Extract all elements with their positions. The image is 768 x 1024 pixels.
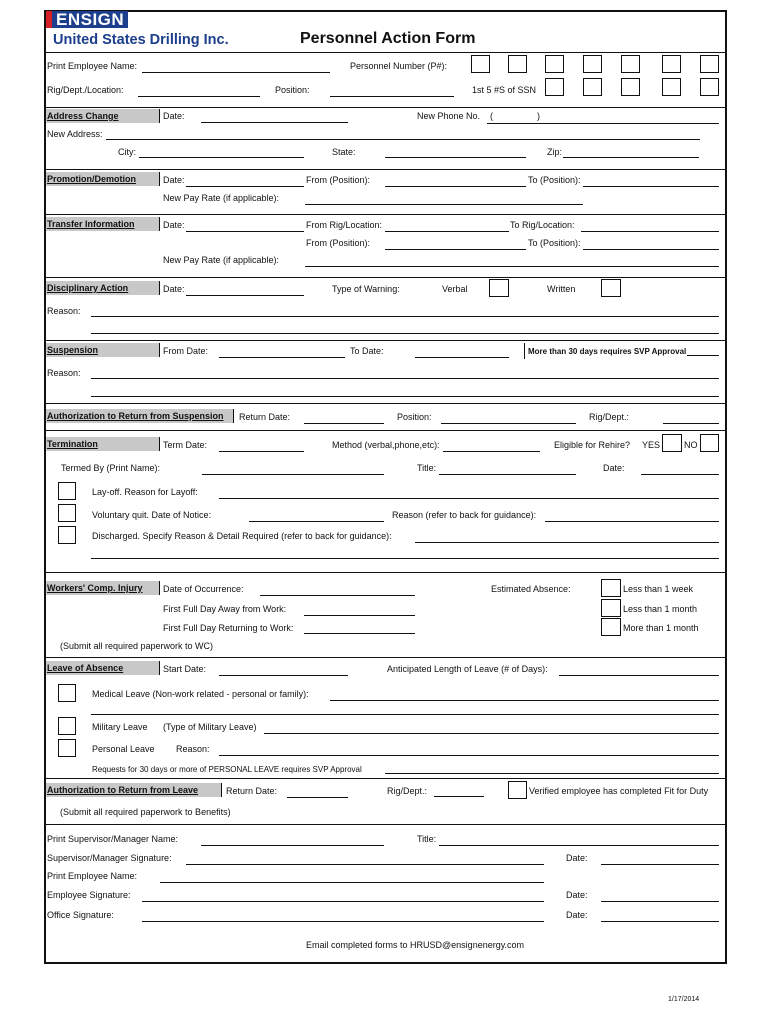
suspension-from-label: From Date: [163,346,209,356]
suspension-reason-label: Reason: [47,368,81,378]
submit-wc-note: (Submit all required paperwork to WC) [60,641,214,651]
state-label: State: [332,147,356,157]
personnel-digit-3[interactable] [545,55,564,73]
first-day-away-field[interactable] [304,615,415,616]
ssn-digit-3[interactable] [621,78,640,96]
rig-dept-location-field[interactable] [138,96,260,97]
leave-rig-field[interactable] [434,796,484,797]
new-phone-field[interactable] [487,123,719,124]
logo-rule [136,11,726,12]
city-label: City: [118,147,136,157]
military-leave-checkbox[interactable] [58,717,76,735]
transfer-to-rig-field[interactable] [581,231,719,232]
divider [45,657,726,658]
submit-benefits-note: (Submit all required paperwork to Benefits) [60,807,231,817]
more-month-checkbox[interactable] [601,618,621,636]
term-method-field[interactable] [443,451,540,452]
return-rig-label: Rig/Dept.: [589,412,630,422]
military-type-field[interactable] [264,733,719,734]
first-day-away-label: First Full Day Away from Work: [163,604,287,614]
disciplinary-reason-field-2[interactable] [91,333,719,334]
section-address-change: Address Change [46,109,160,123]
less-month-checkbox[interactable] [601,599,621,617]
promotion-pay-field[interactable] [305,204,583,205]
personnel-number-label: Personnel Number (P#): [350,61,448,71]
divider [45,340,726,341]
print-employee-sig-field[interactable] [160,882,544,883]
leave-return-date-field[interactable] [287,797,348,798]
term-date-field[interactable] [219,451,304,452]
supervisor-signature-field[interactable] [186,864,544,865]
city-field[interactable] [139,157,304,158]
new-address-label: New Address: [47,129,103,139]
email-instruction: Email completed forms to HRUSD@ensignenergy.com [306,940,525,950]
employee-date-label: Date: [566,890,588,900]
termed-by-field[interactable] [202,474,384,475]
page-title: Personnel Action Form [300,30,476,47]
less-week-label: Less than 1 week [623,584,694,594]
phone-open-paren: ( [490,111,493,121]
promotion-pay-label: New Pay Rate (if applicable): [163,193,280,203]
less-week-checkbox[interactable] [601,579,621,597]
divider [45,572,726,573]
suspension-to-label: To Date: [350,346,384,356]
section-promotion: Promotion/Demotion [46,172,160,186]
leave-start-label: Start Date: [163,664,207,674]
divider [45,778,726,779]
personal-leave-note: Requests for 30 days or more of PERSONAL LEAVE requires SVP Approval [92,765,362,774]
logo-ensign: ENSIGN [46,11,128,28]
discharged-reason-field-1[interactable] [415,542,719,543]
supervisor-date-field[interactable] [601,864,719,865]
logo-red-bar [46,11,52,28]
leave-start-field[interactable] [219,675,348,676]
ssn-digit-2[interactable] [583,78,602,96]
personal-approval-field[interactable] [385,773,719,774]
personnel-digit-5[interactable] [621,55,640,73]
medical-leave-field-1[interactable] [330,700,719,701]
discharged-reason-field-2[interactable] [91,558,719,559]
transfer-from-position-field[interactable] [385,249,526,250]
employee-date-field[interactable] [601,901,719,902]
rehire-yes-label: YES [642,440,661,450]
return-position-field[interactable] [441,423,576,424]
rehire-no-label: NO [684,440,698,450]
quit-reason-label: Reason (refer to back for guidance): [392,510,537,520]
divider [45,430,726,431]
new-phone-label: New Phone No. [417,111,481,121]
supervisor-name-field[interactable] [201,845,384,846]
first-day-return-field[interactable] [304,633,415,634]
notice-date-field[interactable] [249,521,384,522]
leave-length-label: Anticipated Length of Leave (# of Days): [387,664,548,674]
transfer-pay-label: New Pay Rate (if applicable): [163,255,280,265]
personal-reason-field[interactable] [219,755,719,756]
promotion-from-label: From (Position): [306,175,371,185]
revision-date: 1/17/2014 [668,996,700,1003]
term-method-label: Method (verbal,phone,etc): [332,440,440,450]
office-signature-field[interactable] [142,921,544,922]
address-date-label: Date: [163,111,185,121]
suspension-svp-note: More than 30 days requires SVP Approval [528,347,687,356]
suspension-reason-field-2[interactable] [91,396,719,397]
promotion-from-field[interactable] [385,186,526,187]
print-employee-field[interactable] [142,72,330,73]
transfer-to-position-field[interactable] [583,249,719,250]
layoff-label: Lay-off. Reason for Layoff: [92,487,198,497]
transfer-to-rig-label: To Rig/Location: [510,220,575,230]
discharged-label: Discharged. Specify Reason & Detail Required (refer to back for guidance): [92,531,392,541]
company-name: United States Drilling Inc. [53,32,229,48]
position-field[interactable] [330,96,454,97]
personal-leave-label: Personal Leave [92,744,155,754]
transfer-date-label: Date: [163,220,185,230]
personal-reason-label: Reason: [176,744,210,754]
section-suspension: Suspension [46,343,160,357]
section-disciplinary: Disciplinary Action [46,281,160,295]
written-label: Written [547,284,576,294]
suspension-from-field[interactable] [219,357,345,358]
section-workers-comp: Workers' Comp. Injury [46,581,160,595]
occurrence-date-label: Date of Occurrence: [163,584,244,594]
disciplinary-reason-field-1[interactable] [91,316,719,317]
transfer-date-field[interactable] [186,231,304,232]
estimated-absence-label: Estimated Absence: [491,584,571,594]
print-employee-sig-label: Print Employee Name: [47,871,138,881]
termed-date-label: Date: [603,463,625,473]
return-date-field[interactable] [304,423,384,424]
ssn-label: 1st 5 #S of SSN [472,85,537,95]
warning-type-label: Type of Warning: [332,284,400,294]
promotion-date-field[interactable] [186,186,304,187]
suspension-reason-field-1[interactable] [91,378,719,379]
position-label: Position: [275,85,310,95]
less-month-label: Less than 1 month [623,604,698,614]
personnel-digit-4[interactable] [583,55,602,73]
section-return-leave: Authorization to Return from Leave [46,783,222,797]
written-checkbox[interactable] [601,279,621,297]
layoff-reason-field[interactable] [219,498,719,499]
disciplinary-date-field[interactable] [186,295,304,296]
suspension-svp-approval-field[interactable] [687,355,719,356]
supervisor-date-label: Date: [566,853,588,863]
medical-leave-field-2[interactable] [91,714,719,715]
ssn-digit-1[interactable] [545,78,564,96]
supervisor-name-label: Print Supervisor/Manager Name: [47,834,179,844]
promotion-to-label: To (Position): [528,175,581,185]
termed-date-field[interactable] [641,474,719,475]
print-employee-label: Print Employee Name: [47,61,138,71]
transfer-from-rig-field[interactable] [385,231,509,232]
personnel-digit-7[interactable] [700,55,719,73]
personnel-digit-6[interactable] [662,55,681,73]
employee-signature-label: Employee Signature: [47,890,131,900]
transfer-to-position-label: To (Position): [528,238,581,248]
svp-note-divider [524,343,525,359]
verbal-label: Verbal [442,284,468,294]
transfer-pay-field[interactable] [305,266,719,267]
promotion-to-field[interactable] [583,186,719,187]
ssn-digit-4[interactable] [662,78,681,96]
return-date-label: Return Date: [239,412,291,422]
transfer-from-position-label: From (Position): [306,238,371,248]
termed-title-label: Title: [417,463,437,473]
supervisor-signature-label: Supervisor/Manager Signature: [47,853,172,863]
section-leave: Leave of Absence [46,661,160,675]
disciplinary-date-label: Date: [163,284,185,294]
leave-return-date-label: Return Date: [226,786,278,796]
leave-rig-label: Rig/Dept.: [387,786,428,796]
military-leave-label: Military Leave [92,722,148,732]
termed-title-field[interactable] [439,474,576,475]
leave-length-field[interactable] [559,675,719,676]
fit-for-duty-checkbox[interactable] [508,781,527,799]
phone-close-paren: ) [537,111,540,121]
medical-leave-label: Medical Leave (Non-work related - personal or family): [92,689,309,699]
rig-dept-location-label: Rig/Dept./Location: [47,85,124,95]
divider [45,169,726,170]
office-signature-label: Office Signature: [47,910,114,920]
layoff-checkbox[interactable] [58,482,76,500]
rehire-no-checkbox[interactable] [700,434,719,452]
more-month-label: More than 1 month [623,623,699,633]
voluntary-quit-label: Voluntary quit. Date of Notice: [92,510,212,520]
supervisor-title-label: Title: [417,834,437,844]
military-type-label: (Type of Military Leave) [163,722,257,732]
verbal-checkbox[interactable] [489,279,509,297]
return-position-label: Position: [397,412,432,422]
divider [45,214,726,215]
termed-by-label: Termed By (Print Name): [61,463,161,473]
state-field[interactable] [385,157,526,158]
medical-leave-checkbox[interactable] [58,684,76,702]
first-day-return-label: First Full Day Returning to Work: [163,623,294,633]
transfer-from-rig-label: From Rig/Location: [306,220,383,230]
quit-reason-field[interactable] [545,521,719,522]
address-date-field[interactable] [201,122,348,123]
zip-label: Zip: [547,147,563,157]
ssn-digit-5[interactable] [700,78,719,96]
divider [45,52,726,53]
occurrence-date-field[interactable] [260,595,415,596]
disciplinary-reason-label: Reason: [47,306,81,316]
fit-for-duty-label: Verified employee has completed Fit for Duty [529,786,709,796]
new-address-field[interactable] [106,139,700,140]
supervisor-title-field[interactable] [439,845,719,846]
eligible-rehire-label: Eligible for Rehire? [554,440,631,450]
personal-leave-checkbox[interactable] [58,739,76,757]
zip-field[interactable] [563,157,699,158]
employee-signature-field[interactable] [142,901,544,902]
office-date-label: Date: [566,910,588,920]
discharged-checkbox[interactable] [58,526,76,544]
suspension-to-field[interactable] [415,357,509,358]
voluntary-quit-checkbox[interactable] [58,504,76,522]
divider [45,277,726,278]
section-termination: Termination [46,437,160,451]
term-date-label: Term Date: [163,440,208,450]
personnel-digit-2[interactable] [508,55,527,73]
return-rig-field[interactable] [663,423,719,424]
divider [45,403,726,404]
section-return-suspension: Authorization to Return from Suspension [46,409,234,423]
personnel-digit-1[interactable] [471,55,490,73]
divider [45,824,726,825]
office-date-field[interactable] [601,921,719,922]
promotion-date-label: Date: [163,175,185,185]
divider [45,107,726,108]
rehire-yes-checkbox[interactable] [662,434,682,452]
section-transfer: Transfer Information [46,217,160,231]
